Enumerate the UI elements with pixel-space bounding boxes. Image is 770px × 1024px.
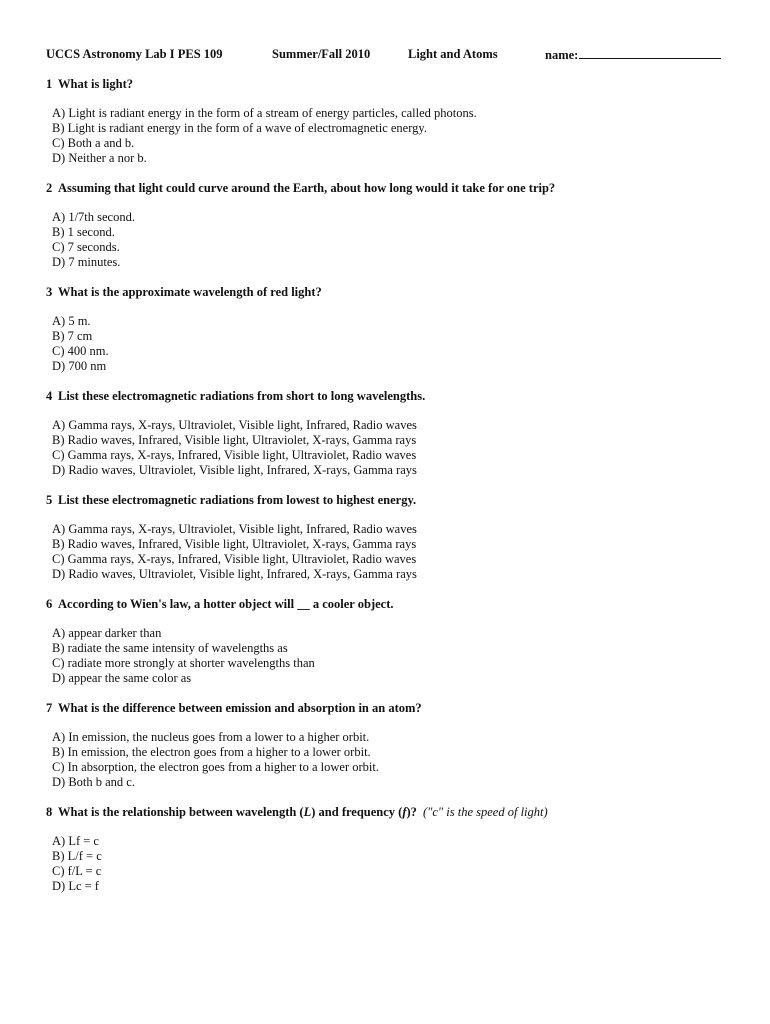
question-text: What is the difference between emission and absorption in an atom? <box>58 701 422 715</box>
wavelength-variable: L <box>303 805 312 819</box>
question-text: According to Wien's law, a hotter object will __ a cooler object. <box>58 597 394 611</box>
question-6 <box>46 597 736 686</box>
option-list <box>46 314 736 374</box>
question-title <box>46 77 736 92</box>
question-text: Assuming that light could curve around the Earth, about how long would it take for one trip? <box>58 181 556 195</box>
question-text: List these electromagnetic radiations from short to long wavelengths. <box>58 389 426 403</box>
option-list <box>46 522 736 582</box>
option-a[interactable]: A) 5 m. <box>52 314 91 328</box>
question-2 <box>46 181 736 270</box>
question-title <box>46 285 736 300</box>
question-5 <box>46 493 736 582</box>
question-text: List these electromagnetic radiations from lowest to highest energy. <box>58 493 417 507</box>
page-header <box>46 47 736 63</box>
option-d[interactable]: D) 7 minutes. <box>52 255 121 269</box>
question-text: What is the approximate wavelength of red light? <box>58 285 322 299</box>
question-text-end: )? <box>406 805 417 819</box>
option-d[interactable]: D) appear the same color as <box>52 671 192 685</box>
frequency-variable: f <box>402 805 407 819</box>
question-number: 8 <box>46 805 53 819</box>
question-title <box>46 181 736 196</box>
option-b[interactable]: B) radiate the same intensity of wavelengths as <box>52 641 288 655</box>
question-number: 2 <box>46 181 53 195</box>
question-4 <box>46 389 736 478</box>
option-a[interactable]: A) Lf = c <box>52 834 99 848</box>
question-3 <box>46 285 736 374</box>
question-number: 4 <box>46 389 53 403</box>
option-c[interactable]: C) Gamma rays, X-rays, Infrared, Visible light, Ultraviolet, Radio waves <box>52 552 417 566</box>
question-title <box>46 805 736 820</box>
question-text-start: What is the relationship between wavelength ( <box>58 805 304 819</box>
option-d[interactable]: D) Both b and c. <box>52 775 135 789</box>
option-list <box>46 106 736 166</box>
option-a[interactable]: A) In emission, the nucleus goes from a lower to a higher orbit. <box>52 730 370 744</box>
option-b[interactable]: B) L/f = c <box>52 849 102 863</box>
option-list <box>46 626 736 686</box>
option-b[interactable]: B) Light is radiant energy in the form of a wave of electromagnetic energy. <box>52 121 427 135</box>
question-title <box>46 597 736 612</box>
option-c[interactable]: C) In absorption, the electron goes from a higher to a lower orbit. <box>52 760 379 774</box>
option-list <box>46 210 736 270</box>
question-number: 1 <box>46 77 53 91</box>
question-number: 6 <box>46 597 53 611</box>
question-7 <box>46 701 736 790</box>
question-title <box>46 389 736 404</box>
option-list <box>46 730 736 790</box>
option-c[interactable]: C) radiate more strongly at shorter wavelengths than <box>52 656 315 670</box>
option-a[interactable]: A) appear darker than <box>52 626 162 640</box>
option-c[interactable]: C) Gamma rays, X-rays, Infrared, Visible light, Ultraviolet, Radio waves <box>52 448 417 462</box>
question-8 <box>46 805 736 894</box>
option-b[interactable]: B) 7 cm <box>52 329 93 343</box>
option-list <box>46 418 736 478</box>
question-text-middle: ) and frequency ( <box>311 805 403 819</box>
option-b[interactable]: B) Radio waves, Infrared, Visible light, Ultraviolet, X-rays, Gamma rays <box>52 433 417 447</box>
option-c[interactable]: C) Both a and b. <box>52 136 135 150</box>
option-b[interactable]: B) In emission, the electron goes from a higher to a lower orbit. <box>52 745 371 759</box>
name-field[interactable] <box>545 47 721 63</box>
option-c[interactable]: C) f/L = c <box>52 864 102 878</box>
option-list <box>46 834 736 894</box>
option-c[interactable]: C) 400 nm. <box>52 344 109 358</box>
option-d[interactable]: D) Radio waves, Ultraviolet, Visible light, Infrared, X-rays, Gamma rays <box>52 463 417 477</box>
option-d[interactable]: D) 700 nm <box>52 359 107 373</box>
course-title: UCCS Astronomy Lab I PES 109 <box>46 47 223 61</box>
question-title <box>46 493 736 508</box>
option-b[interactable]: B) 1 second. <box>52 225 115 239</box>
option-a[interactable]: A) Light is radiant energy in the form of a stream of energy particles, called photons. <box>52 106 477 120</box>
question-title <box>46 701 736 716</box>
term-label: Summer/Fall 2010 <box>272 47 371 61</box>
name-blank-line[interactable] <box>579 47 721 59</box>
option-a[interactable]: A) 1/7th second. <box>52 210 135 224</box>
speed-of-light-note: ("c" is the speed of light) <box>422 805 548 819</box>
question-1 <box>46 77 736 166</box>
option-a[interactable]: A) Gamma rays, X-rays, Ultraviolet, Visible light, Infrared, Radio waves <box>52 522 417 536</box>
question-number: 3 <box>46 285 53 299</box>
option-c[interactable]: C) 7 seconds. <box>52 240 120 254</box>
question-text: What is light? <box>58 77 134 91</box>
option-a[interactable]: A) Gamma rays, X-rays, Ultraviolet, Visible light, Infrared, Radio waves <box>52 418 417 432</box>
question-number: 7 <box>46 701 53 715</box>
option-d[interactable]: D) Radio waves, Ultraviolet, Visible light, Infrared, X-rays, Gamma rays <box>52 567 417 581</box>
topic-title: Light and Atoms <box>408 47 498 61</box>
name-label: name: <box>545 48 579 62</box>
option-b[interactable]: B) Radio waves, Infrared, Visible light, Ultraviolet, X-rays, Gamma rays <box>52 537 417 551</box>
question-number: 5 <box>46 493 53 507</box>
option-d[interactable]: D) Neither a nor b. <box>52 151 147 165</box>
option-d[interactable]: D) Lc = f <box>52 879 99 893</box>
